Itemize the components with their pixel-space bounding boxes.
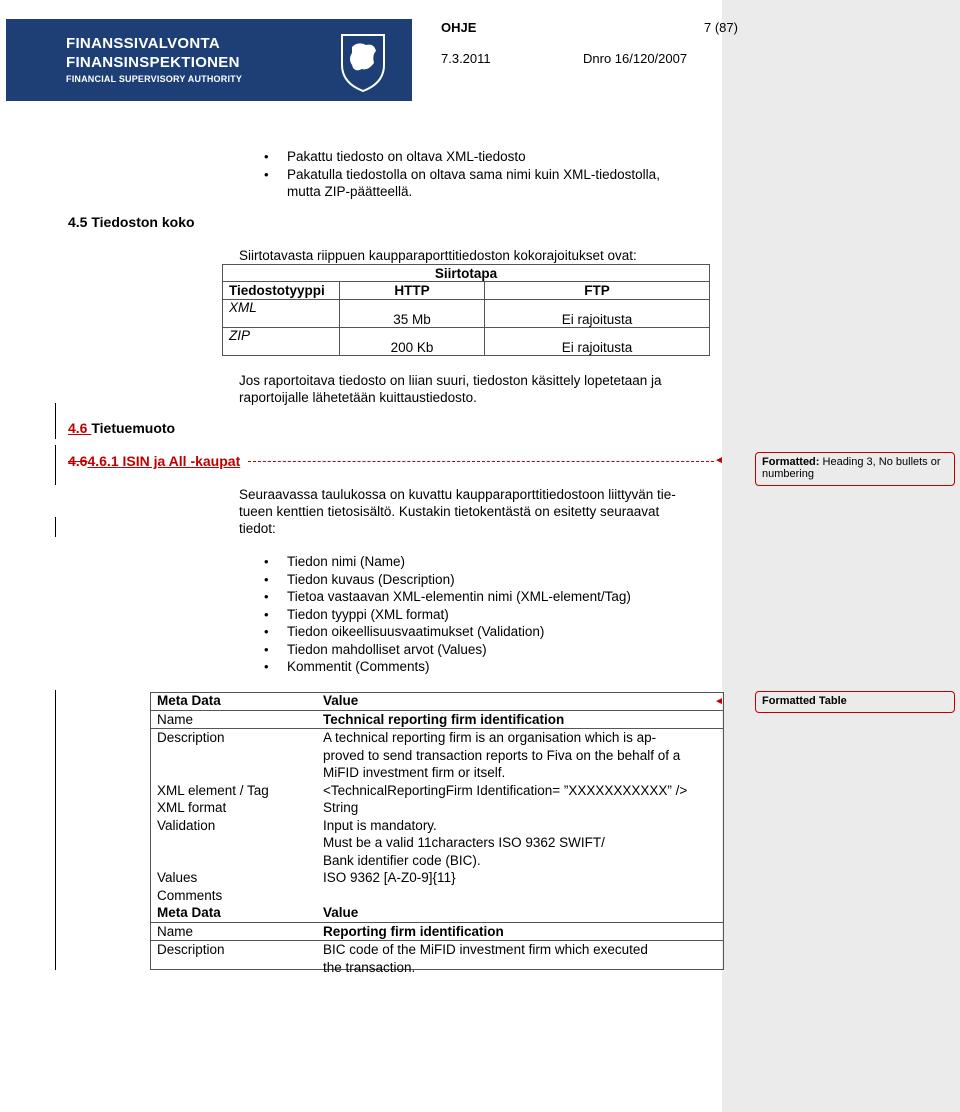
bullet-icon: •	[264, 624, 269, 639]
table-row	[151, 817, 723, 870]
meta-value-line: MiFID investment firm or itself.	[323, 765, 506, 780]
change-bar	[55, 403, 56, 439]
meta-value-line: BIC code of the MiFID investment firm which executed	[323, 942, 648, 957]
meta-value-line: the transaction.	[323, 959, 416, 975]
table-group-header: Siirtotapa	[223, 265, 710, 282]
meta-value-line: A technical reporting firm is an organisation which is ap-	[323, 730, 657, 745]
meta-value-cell	[317, 782, 723, 800]
list-item: • Tiedon mahdolliset arvot (Values)	[264, 641, 487, 657]
list-item: • Tiedon kuvaus (Description)	[264, 571, 455, 587]
meta-key-cell: XML format	[157, 800, 227, 815]
table-cell: Ei rajoitusta	[485, 300, 710, 328]
bullet-icon: •	[264, 606, 269, 622]
table-cell: XML	[223, 300, 340, 328]
section-4-6-1-heading: 4.64.6.1 ISIN ja All -kaupat	[68, 453, 241, 469]
change-bar	[55, 445, 56, 485]
table-cell: ZIP	[223, 328, 340, 356]
bullet-icon: •	[264, 554, 269, 569]
table-row	[151, 710, 723, 729]
meta-value-cell	[317, 922, 723, 941]
list-item: • Tiedon tyyppi (XML format)	[264, 606, 449, 622]
meta-value-line: Technical reporting firm identification	[323, 711, 565, 727]
markup-pane	[722, 0, 960, 1112]
meta-value-line: Bank identifier code (BIC).	[323, 852, 481, 868]
field-info-bullet-list	[264, 553, 631, 676]
table-row	[151, 799, 723, 817]
table-row	[151, 922, 723, 941]
page-number: 7 (87)	[704, 20, 738, 35]
logo-line2: FINANSINSPEKTIONEN	[66, 54, 240, 71]
meta-value-cell	[317, 692, 723, 710]
meta-value-line: proved to send transaction reports to Fiva on the behalf of a	[323, 747, 681, 763]
column-header: FTP	[485, 282, 710, 300]
meta-key-cell: Name	[151, 710, 317, 729]
table-row	[151, 904, 723, 922]
meta-value-line	[323, 887, 717, 905]
deleted-text: 4.6	[68, 420, 92, 436]
table-cell: 200 Kb	[340, 328, 485, 356]
change-bar	[55, 690, 56, 970]
table-row	[151, 782, 723, 800]
meta-key-cell: Description	[157, 942, 225, 957]
meta-value-cell	[317, 904, 723, 922]
list-item-continuation: mutta ZIP-päätteellä.	[287, 184, 413, 199]
meta-key-cell: Description	[157, 730, 225, 745]
lion-crest-icon	[328, 25, 398, 95]
column-header: Tiedostotyyppi	[223, 282, 340, 300]
table-cell: Ei rajoitusta	[485, 328, 710, 356]
logo-line1: FINANSSIVALVONTA	[66, 35, 220, 52]
meta-key-cell: Meta Data	[151, 692, 317, 710]
meta-value-line: ISO 9362 [A-Z0-9]{11}	[323, 870, 456, 885]
doc-reference: Dnro 16/120/2007	[583, 51, 688, 66]
inserted-text: 4.6.1	[87, 453, 119, 469]
meta-value-line: String	[323, 800, 359, 815]
meta-key-cell: Values	[157, 870, 198, 885]
meta-key-cell: Name	[151, 922, 317, 941]
table-row	[151, 692, 723, 710]
list-item: • Kommentit (Comments)	[264, 659, 430, 674]
bullet-icon: •	[264, 166, 269, 182]
arrow-left-icon: ◄	[714, 455, 724, 466]
meta-value-line: Must be a valid 11characters ISO 9362 SWIFT/	[323, 835, 605, 850]
section-4-6-para-line3: tiedot:	[239, 521, 276, 536]
meta-value-cell	[317, 729, 723, 782]
logo	[6, 19, 412, 101]
logo-line3: FINANCIAL SUPERVISORY AUTHORITY	[66, 74, 243, 84]
meta-value-line: <TechnicalReportingFirm Identification= ”XXXXXXXXXXX” />	[323, 782, 688, 798]
bullet-icon: •	[264, 641, 269, 657]
bullet-icon: •	[264, 149, 269, 164]
list-item: • Tiedon nimi (Name)	[264, 554, 406, 569]
intro-bullet-list	[264, 148, 660, 201]
table-row	[151, 887, 723, 905]
table-row	[151, 729, 723, 782]
meta-value-line: Value	[323, 905, 359, 920]
meta-value-cell	[317, 710, 723, 729]
bullet-icon: •	[264, 589, 269, 604]
table-row	[151, 941, 723, 977]
meta-value-cell	[317, 869, 723, 887]
meta-key-cell: Meta Data	[151, 904, 317, 922]
meta-key-cell: Validation	[157, 817, 216, 833]
size-note-line1: Jos raportoitava tiedosto on liian suuri, tiedoston käsittely lopetetaan ja	[239, 373, 662, 388]
table-cell: 35 Mb	[340, 300, 485, 328]
meta-value-line: Input is mandatory.	[323, 817, 437, 833]
arrow-left-icon: ◄	[714, 696, 724, 707]
list-item: • Pakattu tiedosto on oltava XML-tiedosto	[264, 149, 526, 164]
meta-value-cell	[317, 799, 723, 817]
list-item: • Tietoa vastaavan XML-elementin nimi (XML-element/Tag)	[264, 589, 631, 604]
list-item: • Pakatulla tiedostolla on oltava sama nimi kuin XML-tiedostolla,	[264, 166, 660, 182]
table-row	[223, 300, 710, 328]
meta-value-line: Value	[323, 693, 359, 708]
meta-key-cell: Comments	[157, 887, 223, 903]
size-note-line2: raportoijalle lähetetään kuittaustiedosto.	[239, 390, 477, 405]
section-4-6-para-line2: tueen kenttien tietosisältö. Kustakin tietokentästä on esitetty seuraavat	[239, 504, 660, 519]
meta-data-table	[151, 692, 723, 976]
meta-value-line: Reporting firm identification	[323, 923, 504, 939]
column-header: HTTP	[340, 282, 485, 300]
section-4-6-heading: 4.6 Tietuemuoto	[68, 420, 176, 436]
section-4-5-intro: Siirtotavasta riippuen kaupparaporttitiedoston kokorajoitukset ovat:	[239, 248, 637, 263]
formatting-comment[interactable]: Formatted: Heading 3, No bullets or numbering	[755, 452, 955, 486]
meta-key-cell: XML element / Tag	[157, 782, 269, 798]
section-4-5-heading: 4.5 Tiedoston koko	[68, 214, 195, 230]
bullet-icon: •	[264, 659, 269, 674]
deleted-text: 4.6	[68, 453, 88, 469]
doc-date: 7.3.2011	[441, 51, 491, 66]
formatting-comment[interactable]: Formatted Table	[755, 691, 955, 713]
meta-value-cell	[317, 887, 723, 905]
bullet-icon: •	[264, 571, 269, 587]
section-4-6-para-line1: Seuraavassa taulukossa on kuvattu kaupparaporttitiedostoon liittyvän tie-	[239, 487, 676, 502]
transfer-size-table	[222, 264, 710, 356]
meta-value-cell	[317, 941, 723, 977]
table-row	[223, 328, 710, 356]
comment-connector	[248, 461, 714, 462]
change-bar	[55, 517, 56, 537]
list-item: • Tiedon oikeellisuusvaatimukset (Validation)	[264, 624, 545, 639]
table-row	[151, 869, 723, 887]
doc-type: OHJE	[441, 20, 477, 35]
meta-value-cell	[317, 817, 723, 870]
